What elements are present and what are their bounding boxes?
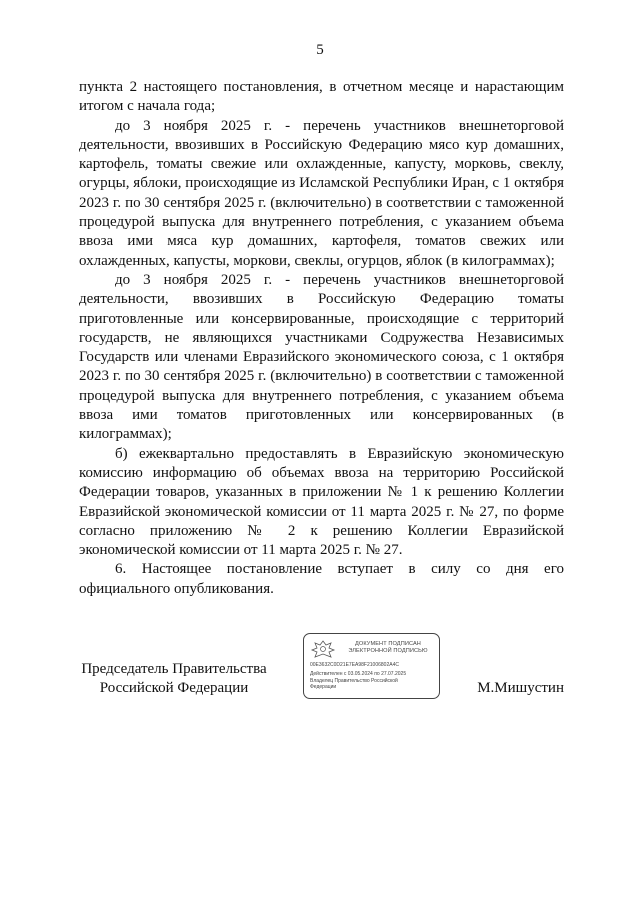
paragraph-tomato-imports: до 3 ноября 2025 г. - перечень участников внешнеторговой деятельности, ввозивших в Российскую Федерацию томаты приготовленные или консервированные, происходящие с территорий государств, не являющихся участниками Содружества Независимых Государств или членами Евразийского экономического союза, с 1 октября 2023 г. по 30 сентября 2025 г. (включительно) в соответствии с таможенной процедурой выпуска для внутреннего потребления, с указанием объема ввоза ими томатов приготовленных или консервированных (в килограммах);	[79, 271, 564, 443]
page-number: 5	[316, 42, 324, 58]
stamp-certificate: 00E3632C0D21E7EA98F21006802A4C	[310, 662, 399, 668]
coat-of-arms-icon	[310, 639, 336, 659]
stamp-title	[340, 641, 436, 655]
signatory-name: М.Мишустин	[477, 680, 564, 696]
paragraph-quarterly-report: б) ежеквартально предоставлять в Евразийскую экономическую комиссию информацию об объемах ввоза на территорию Российской Федерации товаров, указанных в приложении № 1 к решению Коллегии Евразийской экономической комиссии от 11 марта 2025 г. № 27, по форме согласно приложению № 2 к решению Коллегии Евразийской экономической комиссии от 11 марта 2025 г. № 27.	[79, 445, 564, 559]
stamp-validity: Действителен с 03.05.2024 по 27.07.2025	[310, 671, 407, 677]
paragraph-iran-imports: до 3 ноября 2025 г. - перечень участников внешнеторговой деятельности, ввозивших в Российскую Федерацию мясо кур домашних, картофель, томаты свежие или охлажденные, капусту, морковь, свеклу, огурцы, яблоки, происходящие из Исламской Республики Иран, с 1 октября 2023 г. по 30 сентября 2025 г. (включительно) в соответствии с таможенной процедурой выпуска для внутреннего потребления, с указанием объема ввоза ими мяса кур домашних, картофеля, томатов свежих или охлажденных, капусты, моркови, свеклы, огурцов, яблок (в килограммах);	[79, 117, 564, 269]
document-body	[79, 78, 564, 599]
position-line-2: Российской Федерации	[99, 680, 249, 697]
position-line-1: Председатель Правительства	[81, 661, 267, 677]
paragraph-effective-date: 6. Настоящее постановление вступает в силу со дня его официального опубликования.	[79, 561, 564, 597]
stamp-title-line-1: ДОКУМЕНТ ПОДПИСАН	[355, 641, 421, 647]
stamp-owner: Владелец Правительство Российской Федерации	[310, 678, 398, 690]
stamp-title-line-2: ЭЛЕКТРОННОЙ ПОДПИСЬЮ	[348, 648, 428, 654]
paragraph-continuation: пункта 2 настоящего постановления, в отчетном месяце и нарастающим итогом с начала года;	[79, 79, 564, 115]
signatory-position	[79, 660, 269, 699]
electronic-signature-stamp	[303, 633, 440, 699]
